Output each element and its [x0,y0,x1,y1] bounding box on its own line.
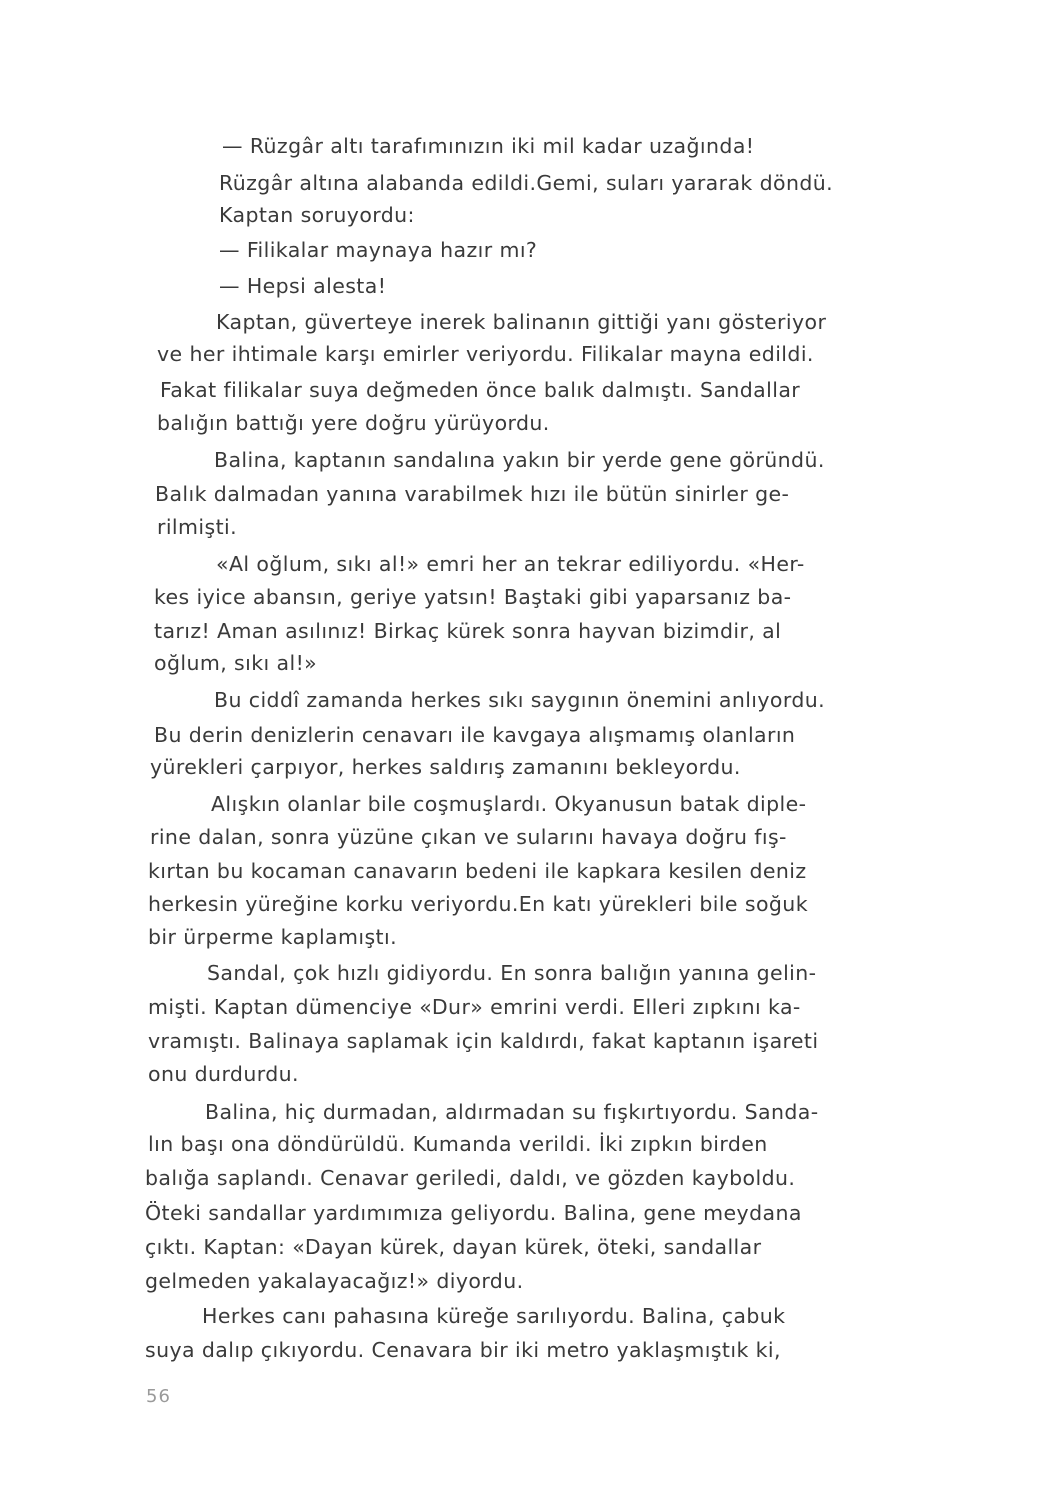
page-number: 56 [146,1386,171,1407]
text-line: Bu ciddî zamanda herkes sıkı saygının önemini anlıyordu. [214,688,826,712]
text-line: onu durdurdu. [148,1062,299,1086]
text-line: bir ürperme kaplamıştı. [148,925,398,949]
text-line: Rüzgâr altına alabanda edildi.Gemi, suları yararak döndü. [219,171,834,195]
text-line: — Filikalar maynaya hazır mı? [219,238,538,262]
text-line: mişti. Kaptan dümenciye «Dur» emrini verdi. Elleri zıpkını ka- [148,995,801,1019]
text-line: ve her ihtimale karşı emirler veriyordu. Filikalar mayna edildi. [157,342,814,366]
text-line: kırtan bu kocaman canavarın bedeni ile kapkara kesilen deniz [148,859,807,883]
text-line: Sandal, çok hızlı gidiyordu. En sonra balığın yanına gelin- [207,961,817,985]
text-line: herkesin yüreğine korku veriyordu.En katı yürekleri bile soğuk [148,892,808,916]
text-line: «Al oğlum, sıkı al!» emri her an tekrar ediliyordu. «Her- [216,552,805,576]
text-line: çıktı. Kaptan: «Dayan kürek, dayan kürek, öteki, sandallar [145,1235,762,1259]
text-line: balığa saplandı. Cenavar geriledi, daldı, ve gözden kayboldu. [145,1166,796,1190]
text-line: yürekleri çarpıyor, herkes saldırış zamanını bekleyordu. [150,755,741,779]
text-line: kes iyice abansın, geriye yatsın! Baştaki gibi yaparsanız ba- [154,585,792,609]
text-line: vramıştı. Balinaya saplamak için kaldırdı, fakat kaptanın işareti [148,1029,819,1053]
text-line: Fakat filikalar suya değmeden önce balık dalmıştı. Sandallar [160,378,801,402]
text-line: Herkes canı pahasına küreğe sarılıyordu. Balina, çabuk [202,1304,786,1328]
text-line: Alışkın olanlar bile coşmuşlardı. Okyanusun batak diple- [211,792,807,816]
text-line: rine dalan, sonra yüzüne çıkan ve sularını havaya doğru fış- [150,825,787,849]
text-line: gelmeden yakalayacağız!» diyordu. [145,1269,524,1293]
text-line: tarız! Aman asılınız! Birkaç kürek sonra hayvan bizimdir, al [154,619,782,643]
text-line: Bu derin denizlerin cenavarı ile kavgaya alışmamış olanların [154,723,796,747]
text-line: Balina, hiç durmadan, aldırmadan su fışkırtıyordu. Sanda- [205,1100,819,1124]
text-line: Kaptan soruyordu: [219,203,415,227]
text-line: Balık dalmadan yanına varabilmek hızı ile bütün sinirler ge- [155,482,790,506]
text-line: lın başı ona döndürüldü. Kumanda verildi. İki zıpkın birden [148,1132,768,1156]
text-line: suya dalıp çıkıyordu. Cenavara bir iki metro yaklaşmıştık ki, [145,1338,781,1362]
text-line: oğlum, sıkı al!» [154,651,318,675]
text-line: Balina, kaptanın sandalına yakın bir yerde gene göründü. [214,448,825,472]
text-line: Öteki sandallar yardımımıza geliyordu. Balina, gene meydana [145,1201,802,1225]
text-line: — Rüzgâr altı tarafımınızın iki mil kadar uzağında! [222,134,755,158]
text-line: Kaptan, güverteye inerek balinanın gittiği yanı gösteriyor [216,310,827,334]
text-line: balığın battığı yere doğru yürüyordu. [157,411,550,435]
text-line: rilmişti. [157,515,238,539]
text-line: — Hepsi alesta! [219,274,387,298]
